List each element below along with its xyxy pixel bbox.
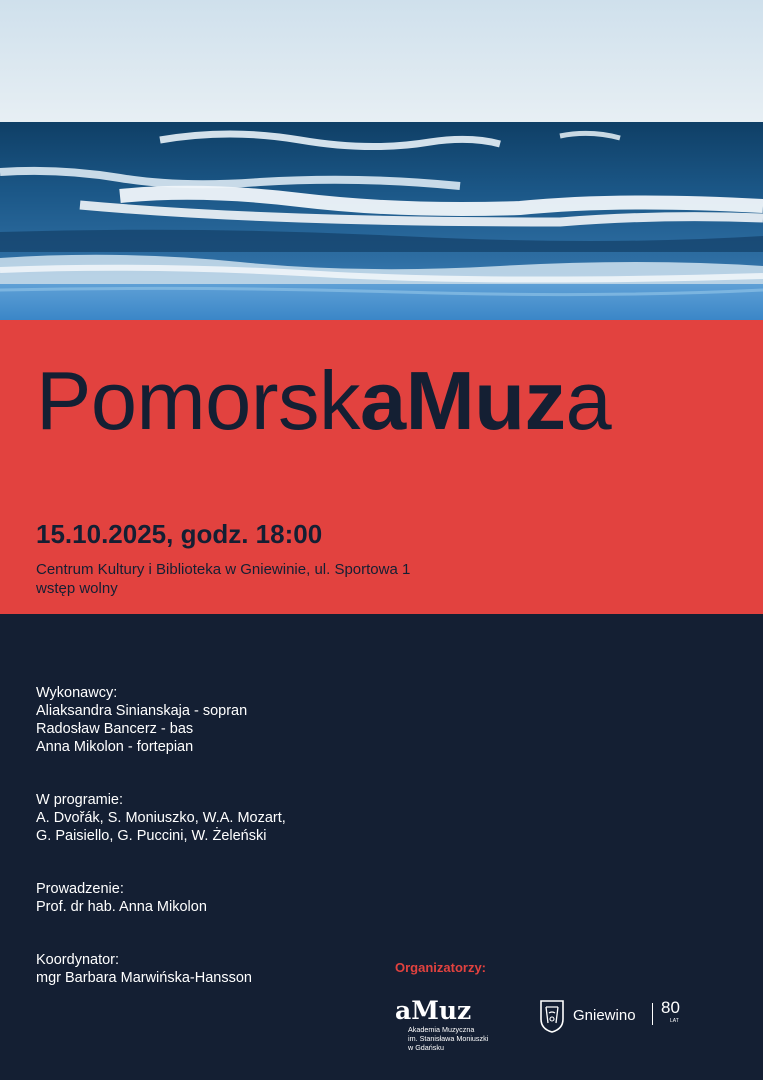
poster-title: [36, 351, 611, 451]
gniewino-crest-icon: [539, 999, 565, 1033]
host-section: [36, 880, 207, 916]
amuz-subtitle-line: Akademia Muzyczna: [408, 1025, 475, 1034]
anniversary-number: 80: [661, 998, 680, 1017]
program-line: G. Paisiello, G. Puccini, W. Żeleński: [36, 828, 267, 844]
performers-section: [36, 684, 247, 756]
title-part-bold: aMuz: [359, 354, 566, 447]
organizers-label: Organizatorzy:: [395, 960, 487, 975]
coordinator-name: mgr Barbara Marwińska-Hansson: [36, 970, 252, 986]
anniversary-unit: LAT: [670, 1018, 679, 1024]
amuz-subtitle-line: im. Stanisława Moniuszki: [408, 1034, 489, 1043]
event-date-time: 15.10.2025, godz. 18:00: [36, 519, 323, 549]
coordinator-section: [36, 951, 252, 987]
program-section: [36, 791, 286, 845]
amuz-subtitle: [408, 1025, 488, 1052]
coordinator-heading: Koordynator:: [36, 952, 120, 968]
title-part-1: Pomorsk: [36, 354, 360, 447]
host-heading: Prowadzenie:: [36, 881, 124, 897]
amuz-logo: [395, 996, 489, 1052]
sea-waves-illustration: [0, 0, 763, 320]
title-part-2: a: [565, 354, 612, 447]
performer-item: Aliaksandra Sinianskaja - sopran: [36, 703, 248, 719]
amuz-wordmark: aMuz: [395, 996, 472, 1025]
performer-item: Anna Mikolon - fortepian: [36, 739, 194, 755]
performer-item: Radosław Bancerz - bas: [36, 721, 194, 737]
program-heading: W programie:: [36, 792, 124, 808]
event-venue: Centrum Kultury i Biblioteka w Gniewinie, ul. Sportowa 1: [36, 561, 411, 578]
hero-sea-image: [0, 0, 763, 320]
program-line: A. Dvořák, S. Moniuszko, W.A. Mozart,: [36, 810, 286, 826]
event-entry: wstęp wolny: [36, 580, 118, 597]
logo-divider: [652, 1003, 653, 1025]
amuz-subtitle-line: w Gdańsku: [408, 1043, 444, 1052]
performers-heading: Wykonawcy:: [36, 685, 118, 701]
host-name: Prof. dr hab. Anna Mikolon: [36, 899, 207, 915]
gniewino-name: Gniewino: [573, 1007, 636, 1024]
